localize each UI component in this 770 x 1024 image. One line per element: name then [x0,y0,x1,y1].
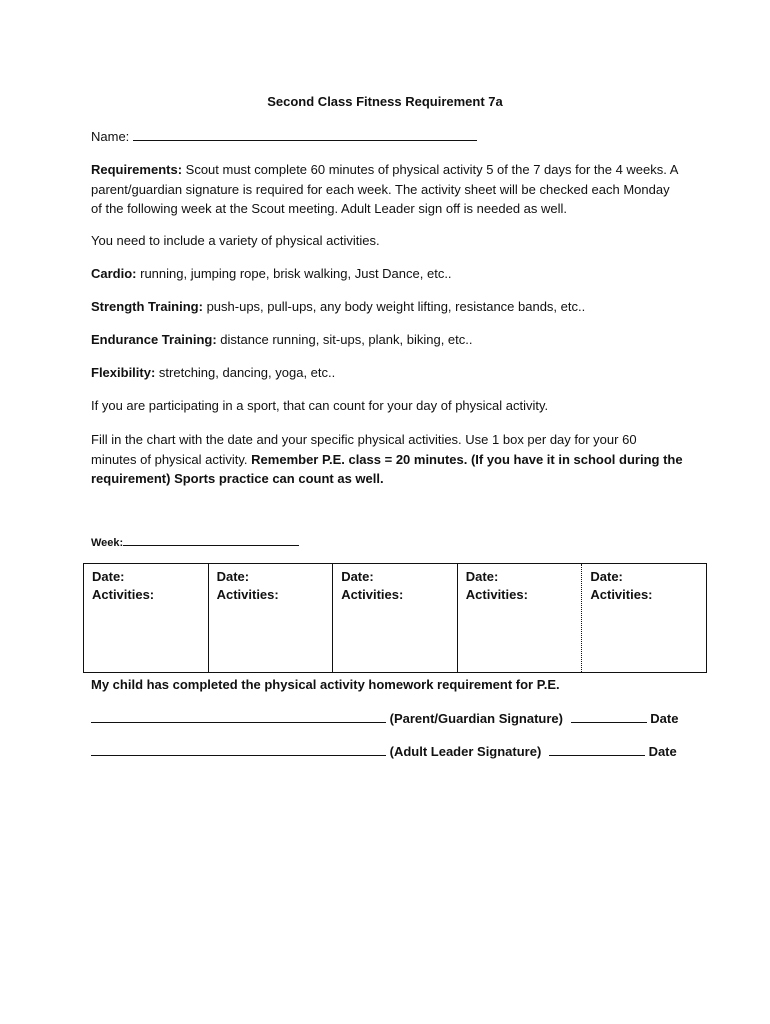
fill-text-3: requirement) Sports practice can count as well. [91,471,384,486]
category-label: Strength Training: [91,299,203,314]
activity-cell[interactable] [84,564,209,672]
completion-text: My child has completed the physical activity homework requirement for P.E. [91,677,560,692]
category-label: Cardio: [91,266,137,281]
activity-table [83,563,707,673]
activities-label: Activities: [341,587,404,602]
fill-instructions [91,430,691,489]
category-strength [91,299,585,314]
week-field[interactable] [123,535,299,546]
date-label: Date: [590,569,623,584]
activities-label: Activities: [92,587,155,602]
category-text: stretching, dancing, yoga, etc.. [155,365,336,380]
parent-signature-label: (Parent/Guardian Signature) [389,711,563,726]
category-text: distance running, sit-ups, plank, biking, etc.. [216,332,473,347]
category-endurance [91,332,473,347]
category-text: push-ups, pull-ups, any body weight lifting, resistance bands, etc.. [202,299,586,314]
form-title: Second Class Fitness Requirement 7a [267,94,503,109]
category-label: Endurance Training: [91,332,217,347]
sport-text: If you are participating in a sport, that can count for your day of physical activity. [91,398,549,413]
parent-date-label: Date [650,711,679,726]
name-field[interactable] [133,128,477,141]
activities-label: Activities: [216,587,279,602]
leader-date-label: Date [648,744,677,759]
week-row [91,535,299,549]
activities-label: Activities: [590,587,653,602]
leader-date-field[interactable] [549,743,645,756]
activity-cell[interactable] [458,564,583,672]
category-flexibility [91,365,335,380]
variety-text: You need to include a variety of physical activities. [91,233,380,248]
fill-text-2b: Remember P.E. class = 20 minutes. (If you have it in school during the [251,451,683,467]
name-row [91,128,477,144]
parent-date-field[interactable] [571,710,647,723]
date-label: Date: [216,569,250,584]
activity-cell[interactable] [209,564,334,672]
week-label: Week: [91,537,124,549]
date-label: Date: [465,569,499,584]
name-label: Name: [91,129,130,144]
parent-signature-field[interactable] [91,710,386,723]
leader-signature-field[interactable] [91,743,386,756]
requirements-label: Requirements: [91,162,183,177]
category-text: running, jumping rope, brisk walking, Just Dance, etc.. [136,266,452,281]
activities-label: Activities: [465,587,528,602]
date-label: Date: [341,569,374,584]
category-cardio [91,266,452,281]
parent-signature-row [91,710,678,726]
requirements-text-2: parent/guardian signature is required for each week. The activity sheet will be checked each Monday [91,181,670,197]
activity-cell[interactable] [582,564,706,672]
category-label: Flexibility: [91,365,156,380]
requirements-text-3: of the following week at the Scout meeting. Adult Leader sign off is needed as well. [91,201,568,216]
requirements-paragraph [91,160,691,219]
leader-signature-label: (Adult Leader Signature) [389,744,542,759]
leader-signature-row [91,743,677,759]
fill-text-1: Fill in the chart with the date and your specific physical activities. Use 1 box per day for your 60 [91,432,637,447]
fill-text-2a: minutes of physical activity. [91,451,252,467]
date-label: Date: [92,569,125,584]
requirements-text-1: Scout must complete 60 minutes of physical activity 5 of the 7 days for the 4 weeks. A [182,162,679,177]
activity-cell[interactable] [333,564,458,672]
